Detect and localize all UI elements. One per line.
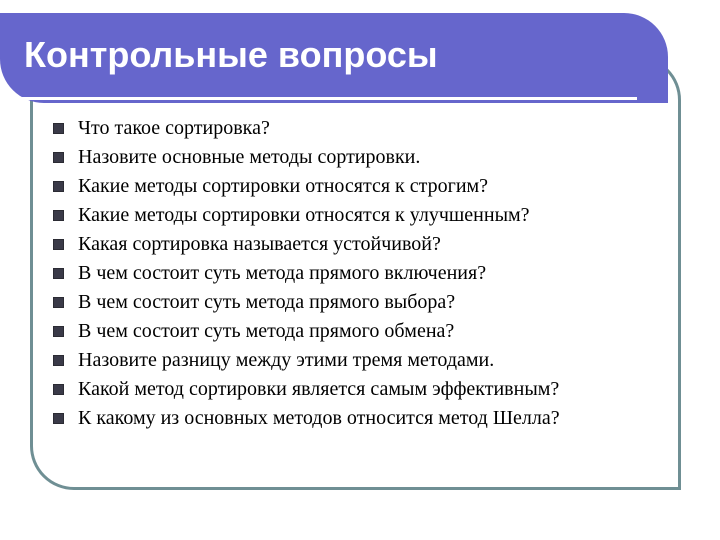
- square-bullet-icon: [53, 210, 64, 221]
- list-item-text: Какая сортировка называется устойчивой?: [78, 233, 441, 255]
- list-item-text: Какой метод сортировки является самым эффективным?: [78, 378, 560, 400]
- list-item: [52, 317, 560, 346]
- list-item-text: К какому из основных методов относится метод Шелла?: [78, 407, 560, 429]
- list-item-text: Какие методы сортировки относятся к строгим?: [78, 175, 489, 197]
- list-item: [52, 375, 560, 404]
- square-bullet-icon: [53, 239, 64, 250]
- list-item: [52, 259, 560, 288]
- square-bullet-icon: [53, 413, 64, 424]
- list-item: [52, 230, 560, 259]
- list-item: [52, 201, 560, 230]
- square-bullet-icon: [53, 268, 64, 279]
- list-item-text: Назовите разницу между этими тремя методами.: [78, 349, 495, 371]
- list-item: [52, 172, 560, 201]
- question-list: [52, 114, 560, 433]
- square-bullet-icon: [53, 123, 64, 134]
- list-item-text: В чем состоит суть метода прямого включения?: [78, 262, 487, 284]
- title-underline: [0, 97, 637, 100]
- list-item: [52, 143, 560, 172]
- list-item: [52, 114, 560, 143]
- list-item-text: Какие методы сортировки относятся к улучшенным?: [78, 204, 530, 226]
- list-item: [52, 346, 560, 375]
- square-bullet-icon: [53, 384, 64, 395]
- list-item: [52, 288, 560, 317]
- list-item-text: Что такое сортировка?: [78, 117, 270, 139]
- list-item: [52, 404, 560, 433]
- slide-title: Контрольные вопросы: [24, 34, 438, 75]
- list-item-text: В чем состоит суть метода прямого обмена?: [78, 320, 455, 342]
- list-item-text: Назовите основные методы сортировки.: [78, 146, 421, 168]
- square-bullet-icon: [53, 326, 64, 337]
- list-item-text: В чем состоит суть метода прямого выбора?: [78, 291, 456, 313]
- square-bullet-icon: [53, 297, 64, 308]
- square-bullet-icon: [53, 152, 64, 163]
- square-bullet-icon: [53, 355, 64, 366]
- square-bullet-icon: [53, 181, 64, 192]
